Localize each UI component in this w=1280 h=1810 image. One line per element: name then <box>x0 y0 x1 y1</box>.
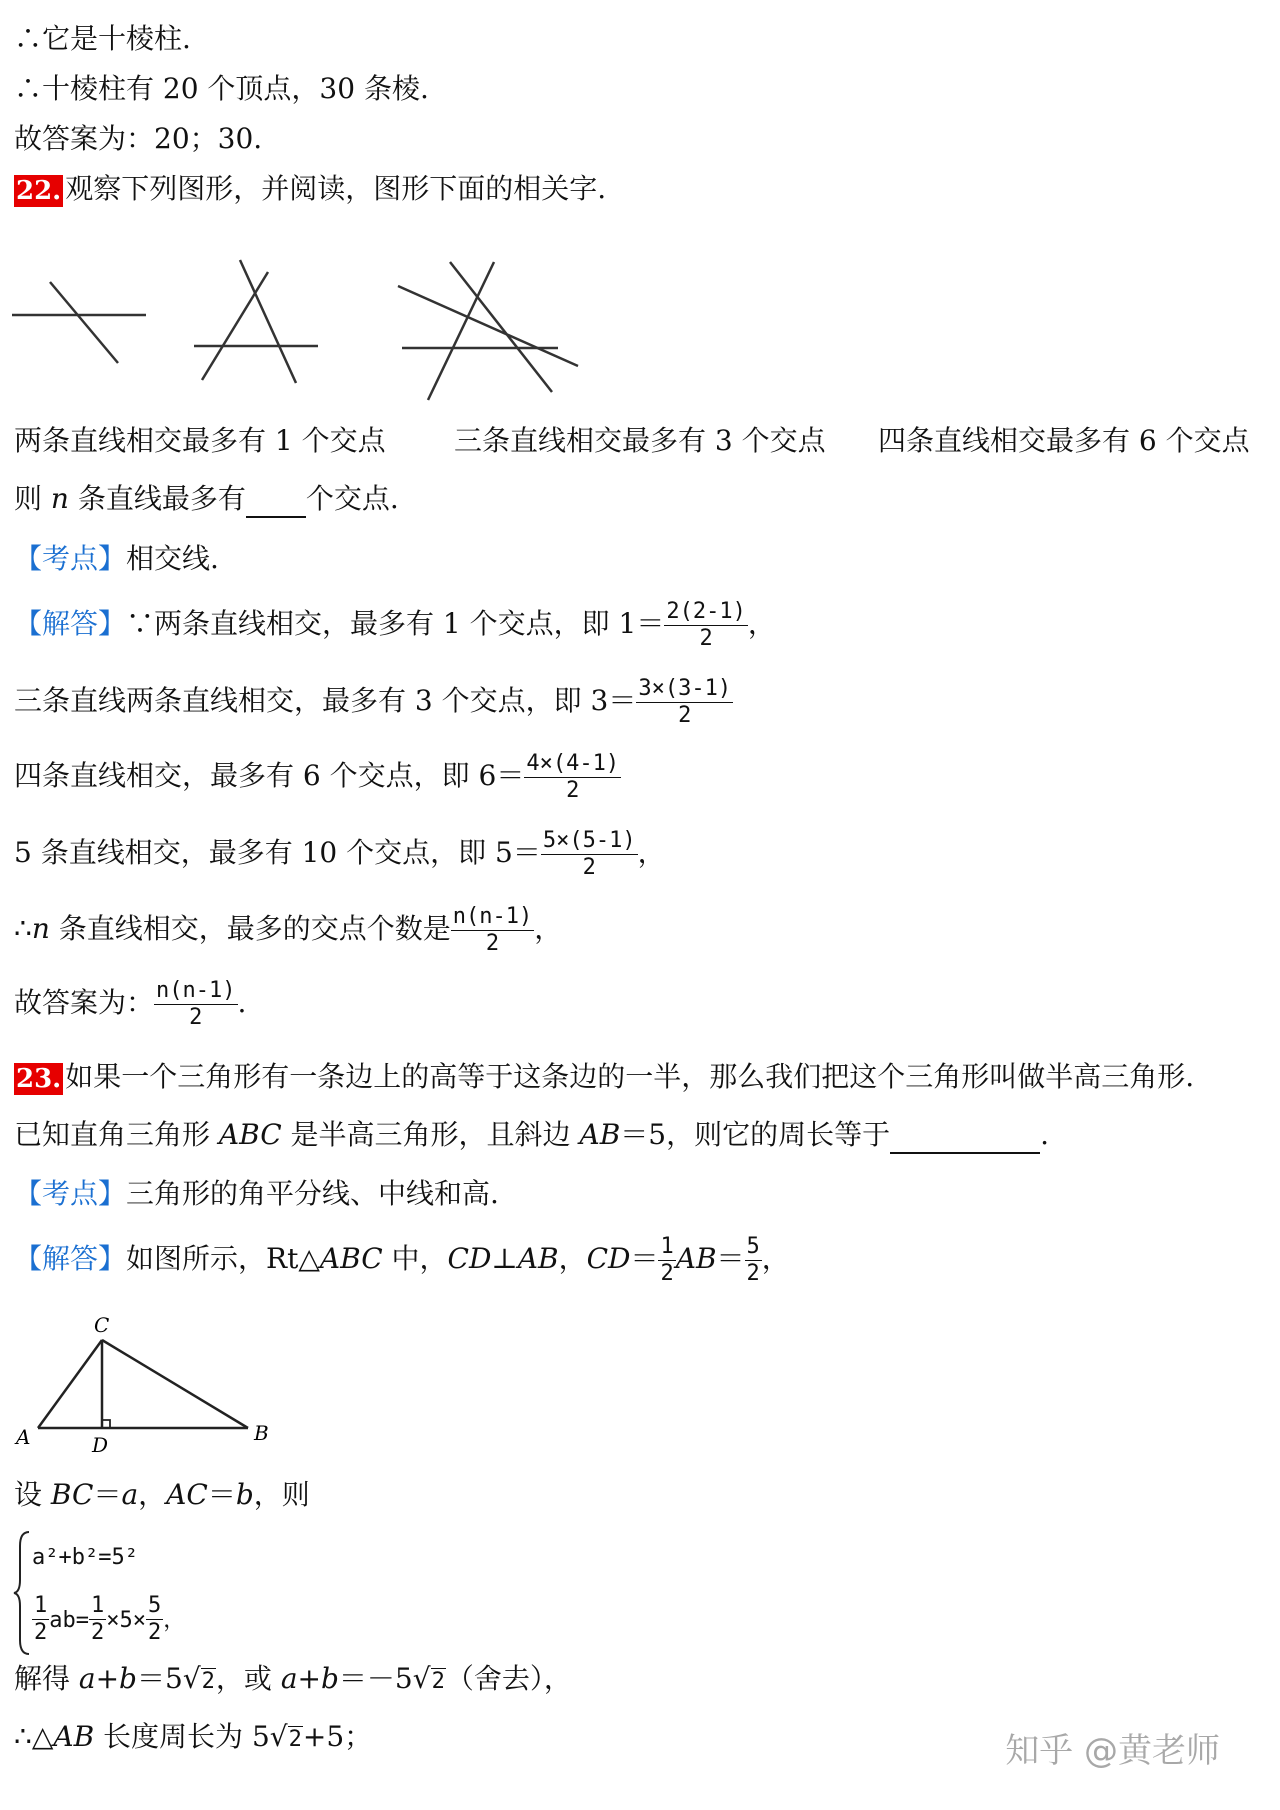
solution-line: 5 条直线相交，最多有 10 个交点，即 5＝ $\frac{5\times(5-1)}{2}$ ， <box>14 828 666 880</box>
fraction: $\frac{n(n-1)}{2}$ <box>452 904 533 956</box>
equation-2: $\frac{1}{2}$ ab= $\frac{1}{2}$ ×5× $\frac{5}{2}$ ， <box>34 1593 186 1645</box>
vertex-label-d: D <box>92 1433 109 1457</box>
fraction: $\frac{5}{2}$ <box>148 1593 162 1645</box>
question-number-badge: 23. <box>16 1063 62 1094</box>
figure-caption-1: 两条直线相交最多有 1 个交点 <box>14 424 386 457</box>
fig3-shallow-line <box>398 286 578 366</box>
fraction: $\frac{5\times(5-1)}{2}$ <box>542 828 636 880</box>
system-brace <box>12 1530 32 1656</box>
solution-line: 解得 a+b＝5√2，或 a+b＝－5√2（舍去）， <box>14 1660 572 1701</box>
fraction: $\frac{2(2-1)}{2}$ <box>666 599 746 651</box>
text-line: ∴十棱柱有 20 个顶点，30 条棱. <box>14 72 429 105</box>
solution-line: 三条直线两条直线相交，最多有 3 个交点，即 3＝ $\frac{3\times(3-1)}{2}$ <box>14 676 732 728</box>
solution-line: 【解答】∵两条直线相交，最多有 1 个交点，即 1＝ $\frac{2(2-1)}{2}$ ， <box>14 599 776 651</box>
fraction: $\frac{1}{2}$ <box>660 1234 674 1286</box>
question-22-ask: 则 n 条直线最多有 个交点. <box>14 480 399 518</box>
fraction: $\frac{4\times(4-1)}{2}$ <box>526 751 620 803</box>
side-ac <box>38 1340 102 1428</box>
fig1-diagonal-line <box>50 282 118 363</box>
kaodian-line: 【考点】三角形的角平分线、中线和高. <box>14 1177 499 1210</box>
equation-1: a²+b²=5² <box>32 1545 138 1570</box>
right-triangle-figure <box>0 1310 290 1460</box>
solution-line: 四条直线相交，最多有 6 个交点，即 6＝ $\frac{4\times(4-1)}{2}$ <box>14 751 620 803</box>
question-23-ask: 已知直角三角形 ABC 是半高三角形，且斜边 AB＝5，则它的周长等于 . <box>14 1116 1049 1154</box>
final-line: ∴△AB 长度周长为 5√2+5； <box>14 1718 372 1759</box>
question-23-prompt <box>14 1058 1194 1096</box>
question-number-badge: 22. <box>16 175 62 206</box>
jieda-tag: 【解答】 <box>14 607 127 640</box>
fraction: $\frac{3\times(3-1)}{2}$ <box>638 676 732 728</box>
question-text: 如果一个三角形有一条边上的高等于这条边的一半，那么我们把这个三角形叫做半高三角形. <box>65 1060 1195 1093</box>
kaodian-tag: 【考点】 <box>14 542 127 575</box>
fraction: $\frac{1}{2}$ <box>91 1593 105 1645</box>
fig3-steep-line <box>450 262 552 392</box>
kaodian-tag: 【考点】 <box>14 1177 127 1210</box>
question-22-prompt <box>14 170 606 208</box>
text-line: ∴它是十棱柱. <box>14 22 191 55</box>
solution-line: 【解答】如图所示，Rt△ABC 中，CD⊥AB，CD＝ $\frac{1}{2}$ AB＝ $\frac{5}{2}$ ， <box>14 1234 790 1286</box>
vertex-label-b: B <box>254 1421 269 1445</box>
square-root: √2 <box>269 1720 302 1753</box>
kaodian-line: 【考点】相交线. <box>14 542 219 575</box>
setup-line: 设 BC＝a，AC＝b，则 <box>14 1478 310 1511</box>
answer-blank[interactable] <box>890 1124 1040 1154</box>
fig2-left-line <box>240 260 296 383</box>
question-text: 观察下列图形，并阅读，图形下面的相关字. <box>65 172 607 205</box>
solution-line: ∴n 条直线相交，最多的交点个数是 $\frac{n(n-1)}{2}$ ， <box>14 904 563 956</box>
answer-line: 故答案为： $\frac{n(n-1)}{2}$ . <box>14 978 247 1030</box>
answer-blank[interactable] <box>246 488 306 518</box>
intersecting-lines-figures <box>0 250 600 410</box>
fraction: $\frac{5}{2}$ <box>746 1234 760 1286</box>
fig2-right-line <box>202 272 268 380</box>
watermark: 知乎 @黄老师 <box>1005 1731 1220 1771</box>
square-root: √2 <box>412 1662 445 1695</box>
text-line: 故答案为：20；30. <box>14 122 263 155</box>
figure-caption-3: 四条直线相交最多有 6 个交点 <box>878 424 1250 457</box>
vertex-label-c: C <box>94 1313 110 1337</box>
fig3-rising-line <box>428 262 494 400</box>
figure-caption-2: 三条直线相交最多有 3 个交点 <box>454 424 826 457</box>
fraction: $\frac{n(n-1)}{2}$ <box>156 978 236 1030</box>
side-cb <box>102 1340 248 1428</box>
vertex-label-a: A <box>16 1425 31 1449</box>
fraction: $\frac{1}{2}$ <box>34 1593 48 1645</box>
square-root: √2 <box>182 1662 215 1695</box>
jieda-tag: 【解答】 <box>14 1242 127 1275</box>
